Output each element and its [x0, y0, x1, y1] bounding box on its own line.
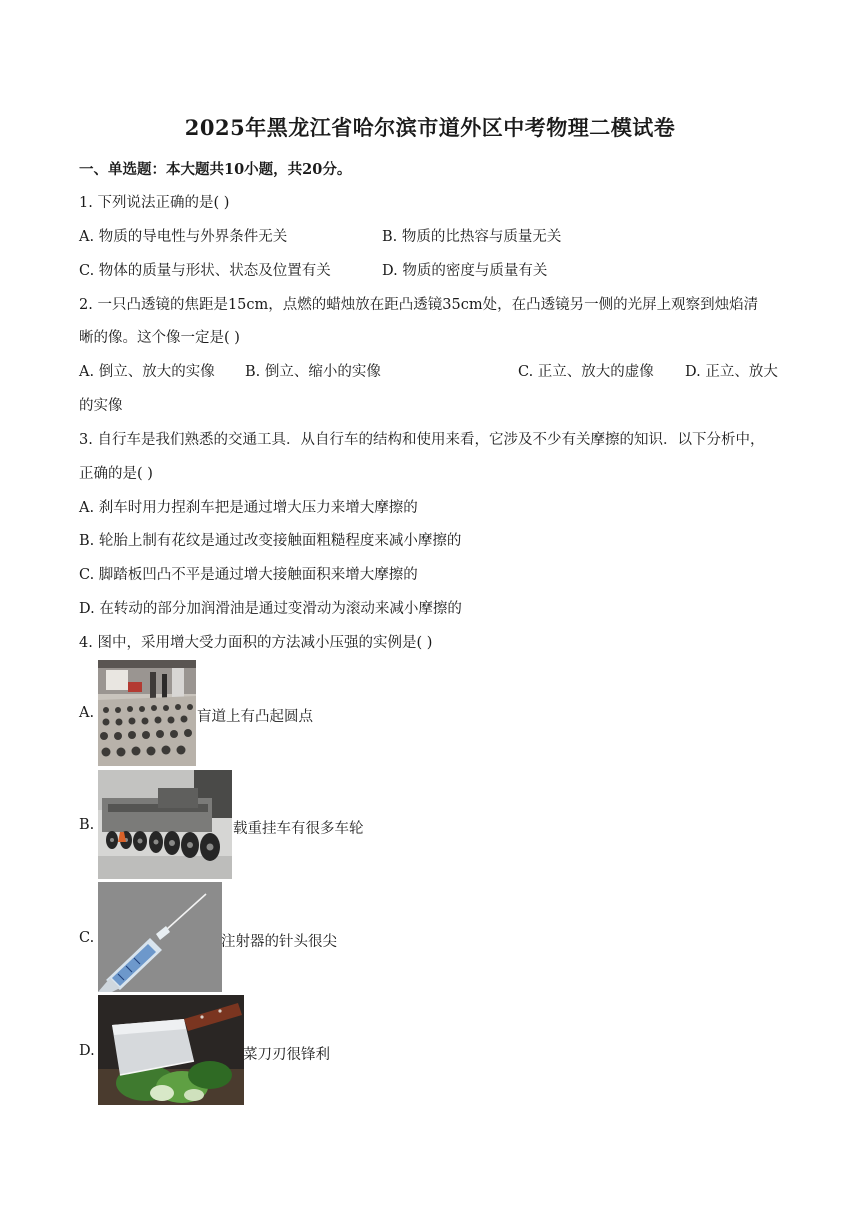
- question-3-option-c: C. 脚踏板凹凸不平是通过增大接触面积来增大摩擦的: [79, 567, 418, 583]
- question-4-option-a-caption: 盲道上有凸起圆点: [197, 709, 313, 725]
- page-title: 2025年黑龙江省哈尔滨市道外区中考物理二模试卷: [184, 115, 676, 140]
- question-4-option-b-caption: 载重挂车有很多车轮: [233, 821, 364, 837]
- question-4-option-b-letter: B.: [79, 817, 95, 833]
- question-4-option-b: [79, 770, 399, 879]
- question-1-option-c: C. 物体的质量与形状、状态及位置有关: [79, 263, 331, 279]
- question-4-option-d: [79, 995, 379, 1105]
- question-1-option-b: B. 物质的比热容与质量无关: [382, 229, 562, 245]
- question-4-option-a-letter: A.: [79, 705, 95, 721]
- question-1-option-a: A. 物质的导电性与外界条件无关: [79, 229, 288, 245]
- question-3-stem-line-1: 3. 自行车是我们熟悉的交通工具．从自行车的结构和使用来看，它涉及不少有关摩擦的知识．以下分析中，: [79, 432, 765, 448]
- question-3-option-b: B. 轮胎上制有花纹是通过改变接触面粗糙程度来减小摩擦的: [79, 533, 462, 549]
- section-heading: 一、单选题：本大题共10小题，共20分。: [79, 161, 352, 178]
- question-2-option-d-continued: 的实像: [79, 398, 123, 414]
- question-2-option-c: C. 正立、放大的虚像: [518, 364, 654, 380]
- question-2-stem-line-1: 2. 一只凸透镜的焦距是15cm，点燃的蜡烛放在距凸透镜35cm处，在凸透镜另一侧的光屏上观察到烛焰清: [79, 297, 759, 313]
- question-4-option-c-letter: C.: [79, 930, 95, 946]
- question-3-stem-line-2: 正确的是( ): [79, 466, 153, 482]
- question-2-stem-line-2: 晰的像。这个像一定是( ): [79, 330, 240, 346]
- question-1-option-d: D. 物质的密度与质量有关: [382, 263, 548, 279]
- cleaver-photo: [98, 995, 244, 1105]
- syringe-photo: [98, 882, 222, 992]
- question-2-option-a: A. 倒立、放大的实像: [79, 364, 215, 380]
- question-3-option-d: D. 在转动的部分加润滑油是通过变滑动为滚动来减小摩擦的: [79, 601, 462, 617]
- question-4-option-a: [79, 660, 379, 766]
- question-3-option-a: A. 刹车时用力捏刹车把是通过增大压力来增大摩擦的: [79, 500, 418, 516]
- question-1-stem: 1. 下列说法正确的是( ): [79, 195, 230, 211]
- question-4-option-d-caption: 菜刀刃很锋利: [243, 1047, 330, 1063]
- question-4-option-d-letter: D.: [79, 1043, 95, 1059]
- question-4-stem: 4. 图中，采用增大受力面积的方法减小压强的实例是( ): [79, 635, 433, 651]
- heavy-trailer-photo: [98, 770, 232, 879]
- question-2-option-d: D. 正立、放大: [685, 364, 778, 380]
- question-4-option-c-caption: 注射器的针头很尖: [221, 934, 337, 950]
- question-4-option-c: [79, 882, 379, 992]
- question-2-option-b: B. 倒立、缩小的实像: [245, 364, 381, 380]
- tactile-paving-photo: [98, 660, 196, 766]
